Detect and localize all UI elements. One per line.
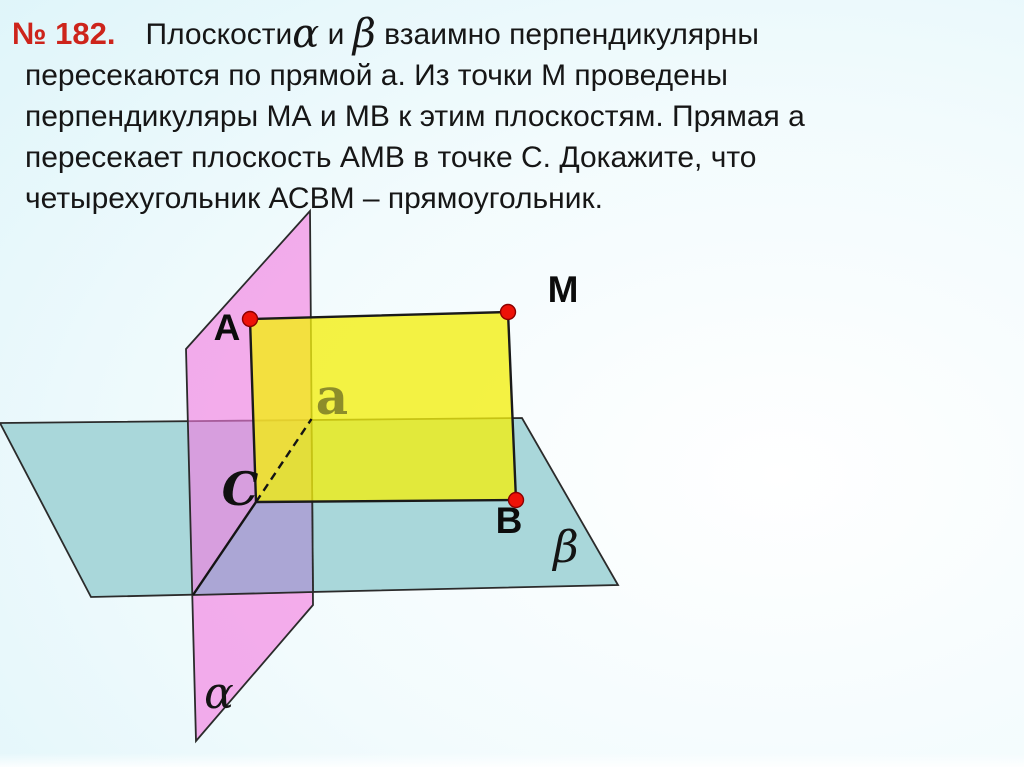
label-point-B: B [495,500,523,541]
problem-line1-post: взаимно перпендикулярны [375,18,759,51]
problem-line3: перпендикуляры МА и МВ к этим плоскостям. Прямая а [25,100,805,133]
point-dot-A [243,312,258,327]
label-line-a: a [315,367,349,426]
alpha-symbol-inline: α [292,11,320,57]
beta-symbol-inline: β [352,11,376,57]
problem-line1-pre: Плоскости [145,18,293,51]
point-dot-M [501,305,516,320]
label-point-C: C [221,462,259,516]
rectangle-AMBC [250,312,516,502]
label-beta-plane: β [553,522,579,573]
label-alpha-plane: α [204,668,234,719]
label-point-A: A [213,307,241,348]
problem-line5: четырехугольник АСВМ – прямоугольник. [25,182,603,215]
problem-line1-mid: и [319,18,353,51]
label-point-M: M [547,269,579,310]
problem-line2: пересекаются по прямой а. Из точки М проведены [25,59,728,92]
problem-line4: пересекает плоскость АМВ в точке С. Докажите, что [25,141,757,174]
problem-number: № 182. [12,16,116,51]
